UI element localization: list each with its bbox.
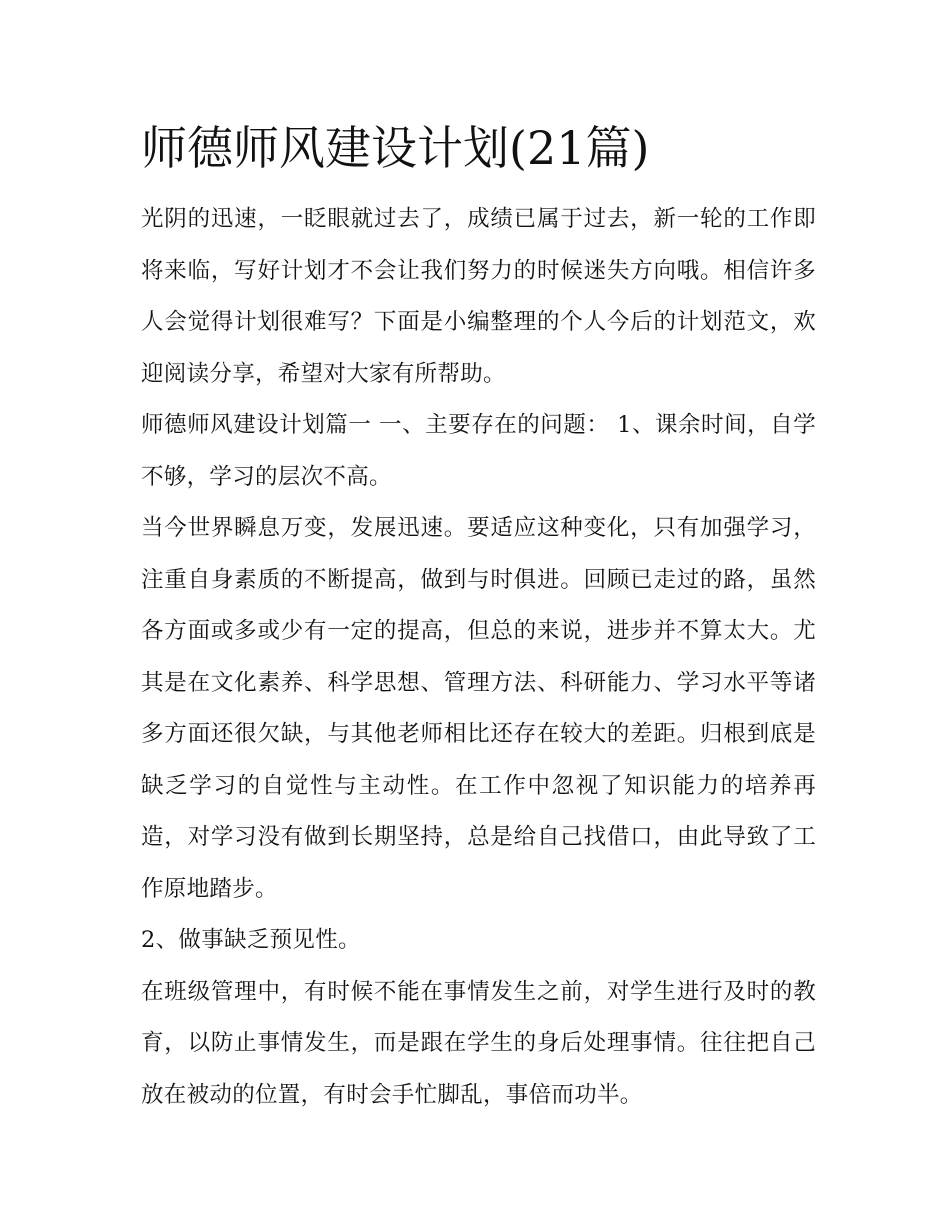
paragraph-learning-issues: 当今世界瞬息万变，发展迅速。要适应这种变化，只有加强学习，注重自身素质的不断提高，做到与时俱进。回顾已走过的路，虽然各方面或多或少有一定的提高，但总的来说，进步并不算太大。尤其是在文化素养、科学思想、管理方法、科研能力、学习水平等诸多方面还很欠缺，与其他老师相比还存在较大的差距。归根到底是缺乏学习的自觉性与主动性。在工作中忽视了知识能力的培养再造，对学习没有做到长期坚持，总是给自己找借口，由此导致了工作原地踏步。 xyxy=(141,515,816,902)
document-body xyxy=(141,112,816,1121)
paragraph-intro: 光阴的迅速，一眨眼就过去了，成绩已属于过去，新一轮的工作即将来临，写好计划才不会让我们努力的时候迷失方向哦。相信许多人会觉得计划很难写？下面是小编整理的个人今后的计划范文，欢迎阅读分享，希望对大家有所帮助。 xyxy=(141,206,816,387)
paragraph-class-management: 在班级管理中，有时候不能在事情发生之前，对学生进行及时的教育，以防止事情发生，而是跟在学生的身后处理事情。往往把自己放在被动的位置，有时会手忙脚乱，事倍而功半。 xyxy=(141,978,816,1108)
document-title: 师德师风建设计划(21篇) xyxy=(141,121,650,175)
paragraph-section-one-heading: 师德师风建设计划篇一 一、主要存在的问题： 1、课余时间，自学不够，学习的层次不高。 xyxy=(141,412,816,490)
paragraph-point-two-heading: 2、做事缺乏预见性。 xyxy=(141,927,361,953)
